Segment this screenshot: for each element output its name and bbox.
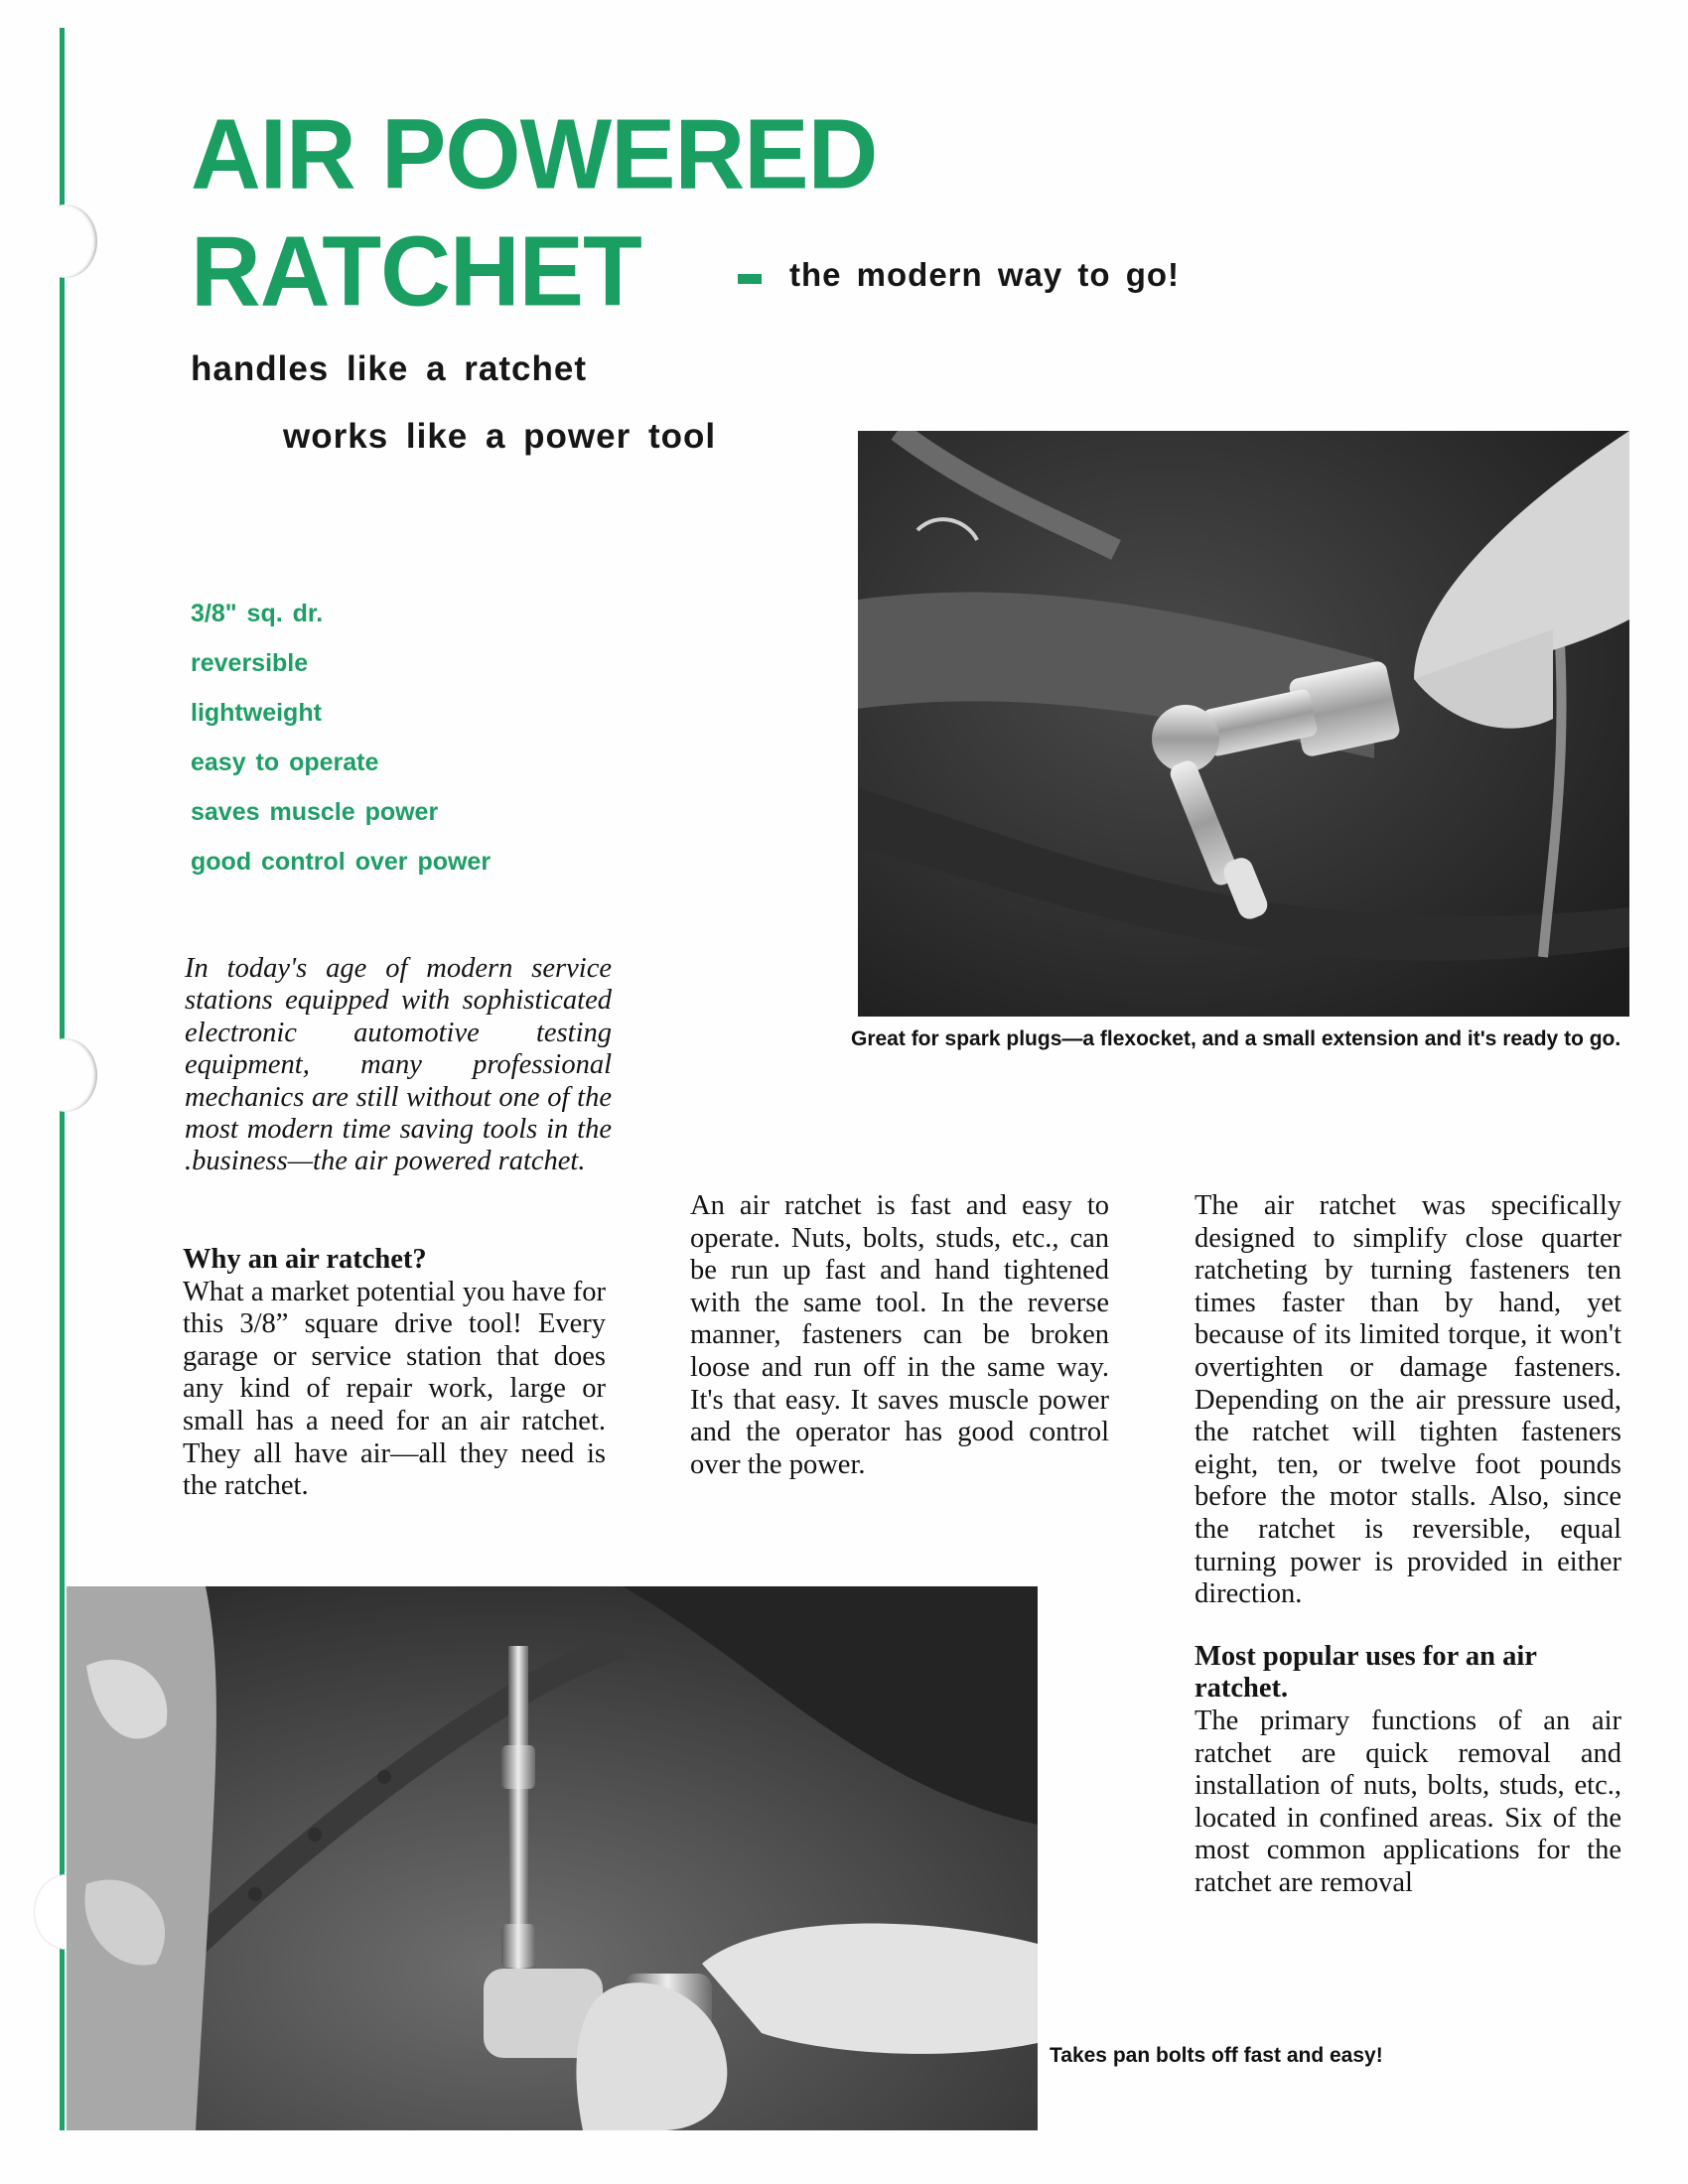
punch-hole <box>34 1038 97 1112</box>
feature-item: saves muscle power <box>191 798 439 826</box>
feature-item: easy to operate <box>191 749 379 776</box>
subtitle-line1: handles like a ratchet <box>191 349 587 388</box>
page-title-line2: RATCHET <box>191 214 641 328</box>
intro-paragraph: In today's age of modern service stations equipped with sophisticated electronic automotive testing equipment, many professional mechanics are still without one of the most modern time saving tools in the .business—the air powered ratchet. <box>185 953 612 1177</box>
column-left <box>183 1244 606 1503</box>
feature-item: good control over power <box>191 848 492 876</box>
column-right-body2: The primary functions of an air ratchet are quick removal and installation of nuts, bolts, studs, etc., located in confined areas. Six of the most common applications for the ratchet are removal <box>1195 1705 1621 1898</box>
tagline: the modern way to go! <box>789 256 1181 293</box>
photo-caption-top: Great for spark plugs—a flexocket, and a small extension and it's ready to go. <box>851 1027 1621 1050</box>
feature-list <box>191 589 491 887</box>
feature-item: lightweight <box>191 699 322 727</box>
title-dash <box>738 274 762 284</box>
section-heading-why: Why an air ratchet? <box>183 1244 427 1275</box>
section-heading-uses: Most popular uses for an air ratchet. <box>1195 1640 1537 1705</box>
photo-spark-plug <box>858 431 1629 1017</box>
feature-item: 3/8" sq. dr. <box>191 600 324 627</box>
photo-image <box>67 1586 1038 2130</box>
column-right <box>1195 1190 1621 1899</box>
page-title-line1: AIR POWERED <box>191 97 878 210</box>
feature-item: reversible <box>191 649 309 677</box>
column-middle-body: An air ratchet is fast and easy to operate. Nuts, bolts, studs, etc., can be run up fast and hand tightened with the same tool. In the reverse manner, fasteners can be broken loose and run off in the same way. It's that easy. It saves muscle power and the operator has good control over the power. <box>690 1190 1109 1480</box>
column-left-body: What a market potential you have for this 3/8” square drive tool! Every garage or service station that does any kind of repair work, large or small has a need for an air ratchet. They all have air—all they need is the ratchet. <box>183 1276 606 1502</box>
punch-hole <box>34 205 97 278</box>
photo-pan-bolts <box>67 1586 1038 2130</box>
column-right-body: The air ratchet was specifically designed to simplify close quarter ratcheting by turning fasteners ten times faster than by hand, yet because of its limited torque, it won't overtighten or damage fasteners. Depending on the air pressure used, the ratchet will tighten fasteners eight, ten, or twelve foot pounds before the motor stalls. Also, since the ratchet is reversible, equal turning power is provided in either direction. <box>1195 1190 1621 1610</box>
photo-image <box>858 431 1629 1017</box>
subtitle-line2: works like a power tool <box>283 417 717 456</box>
photo-caption-bottom: Takes pan bolts off fast and easy! <box>1050 2044 1383 2067</box>
column-middle <box>690 1190 1109 1481</box>
